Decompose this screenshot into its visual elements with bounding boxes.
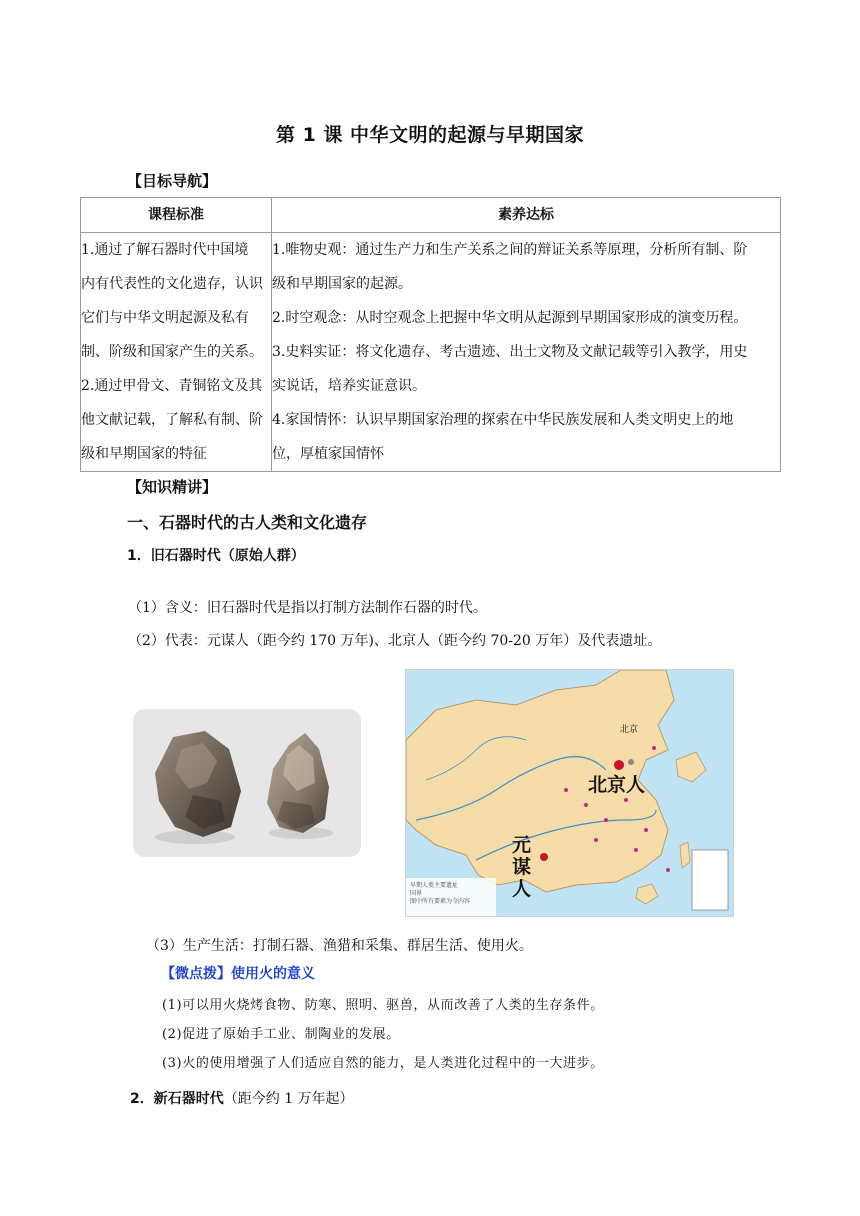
table-header-literacy: 素养达标 (272, 198, 781, 233)
literacy-line: 位，厚植家国情怀 (272, 446, 384, 462)
goal-table (80, 197, 781, 472)
map-legend-item: 图中所有要素为今内容 (410, 898, 471, 905)
standard-line: 内有代表性的文化遗存，认识 (81, 276, 263, 292)
literacy-line: 1.唯物史观：通过生产力和生产关系之间的辩证关系等原理，分析所有制、阶 (272, 242, 748, 258)
standard-line: 它们与中华文明起源及私有 (81, 310, 249, 326)
subsection-neolithic-title: 2．新石器时代 (130, 1091, 224, 1107)
literacy-line: 级和早期国家的起源。 (272, 276, 412, 292)
map-legend-item: 国界 (410, 890, 423, 897)
paragraph-definition: （1）含义：旧石器时代是指以打制方法制作石器的时代。 (128, 600, 487, 616)
literacy-line: 4.家国情怀：认识早期国家治理的探索在中华民族发展和人类文明史上的地 (272, 412, 734, 428)
map-label-beijing: 北京 (620, 725, 639, 735)
map-legend (410, 882, 470, 906)
standard-line: 制、阶级和国家产生的关系。 (81, 344, 263, 360)
subsection-neolithic-date: （距今约 1 万年起） (223, 1091, 354, 1107)
subsection-heading: 1．旧石器时代（原始人群） (127, 548, 305, 564)
literacy-cell (272, 233, 781, 472)
tip-item: (2)促进了原始手工业、制陶业的发展。 (162, 1027, 400, 1042)
standard-line: 他文献记载，了解私有制、阶 (81, 412, 263, 428)
table-header-standard: 课程标准 (81, 198, 272, 233)
paragraph-representatives: （2）代表：元谋人（距今约 170 万年)、北京人（距今约 70-20 万年）及代表遗址。 (128, 633, 662, 649)
page-title: 第 1 课 中华文明的起源与早期国家 (275, 124, 585, 146)
china-ancient-sites-map (405, 669, 734, 917)
map-label-yuanmou: 元谋人 (512, 834, 532, 900)
beijingren-site-dot (614, 760, 624, 770)
subsection-neolithic (130, 1088, 354, 1108)
standard-line: 2.通过甲骨文、青铜铭文及其 (81, 378, 263, 394)
standard-line: 1.通过了解石器时代中国境 (81, 242, 249, 258)
section-heading: 一、石器时代的古人类和文化遗存 (127, 513, 368, 532)
literacy-line: 3.史料实证：将文化遗存、考古遗迹、出土文物及文献记载等引入教学，用史 (272, 344, 748, 360)
standard-cell (81, 233, 272, 472)
nav-heading: 【目标导航】 (127, 172, 218, 190)
yuanmou-site-dot (540, 853, 548, 861)
literacy-line: 2.时空观念：从时空观念上把握中华文明从起源到早期国家形成的演变历程。 (272, 310, 748, 326)
map-legend-item: 早期人类主要遗址 (410, 882, 459, 889)
knowledge-heading: 【知识精讲】 (127, 478, 218, 496)
map-label-beijingren: 北京人 (588, 774, 646, 796)
tip-heading: 【微点拨】使用火的意义 (161, 966, 315, 982)
literacy-line: 实说话，培养实证意识。 (272, 378, 426, 394)
stone-tools-photo (133, 709, 361, 857)
tip-item: (3)火的使用增强了人们适应自然的能力，是人类进化过程中的一大进步。 (162, 1056, 604, 1071)
tip-item: (1)可以用火烧烤食物、防寒、照明、驱兽，从而改善了人类的生存条件。 (162, 998, 604, 1013)
paragraph-life: （3）生产生活：打制石器、渔猎和采集、群居生活、使用火。 (146, 938, 533, 954)
standard-line: 级和早期国家的特征 (81, 446, 207, 462)
